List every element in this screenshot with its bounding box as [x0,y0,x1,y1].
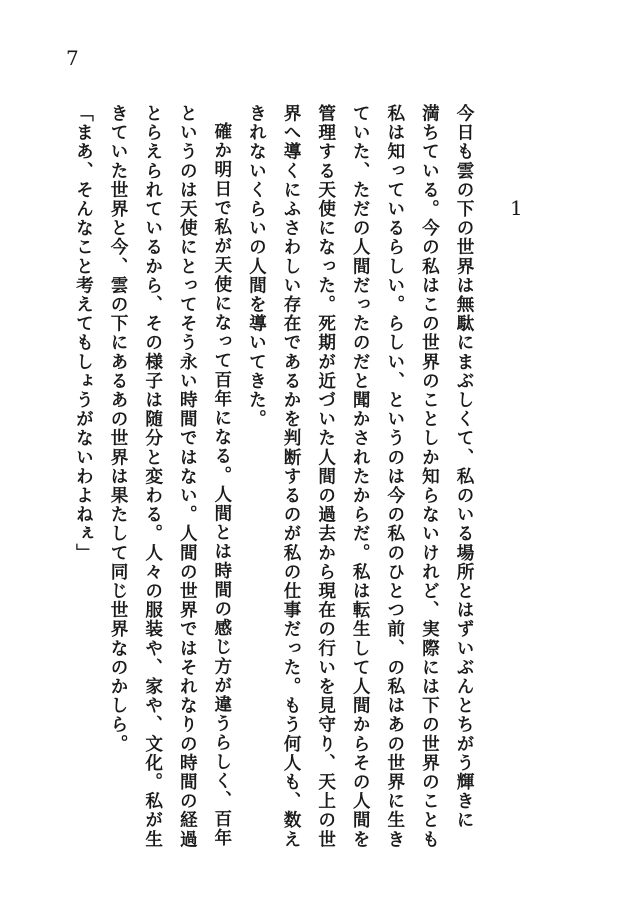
text-line-8: 確か明日で私が天使になって百年になる。人間とは時間の感じ方が違うらしく、百年 [211,121,233,848]
text-line-7: きれないくらいの人間を導いてきた。 [246,104,268,429]
text-line-6: 界へ導くにふさわしい存在であるかを判断するのが私の仕事だった。もう何人も、数え [281,104,303,849]
text-line-1: 今日も雲の下の世界は無駄にまぶしくて、私のいる場所とはずいぶんとちがう輝きに [454,104,475,830]
text-line-4: ていた、ただの人間だったのだと聞かされたからだ。私は転生して人間からその人間を [350,104,372,849]
text-line-9: というのは天使にとってそう永い時間ではない。人間の世界ではそれなりの時間の経過 [177,104,199,849]
text-line-2: 満ちている。今の私はこの世界のことしか知らないけれど、実際には下の世界のことも [419,104,441,849]
text-line-5: 管理する天使になった。死期が近づいた人間の過去から現在の行いを見守り、天上の世 [315,104,337,849]
page-number: 7 [66,46,79,70]
text-line-12-dialogue: 「まあ、そんなこと考えてもしょうがないわよねぇ」 [73,104,95,563]
vertical-body-text [66,104,481,864]
text-line-10: とらえられているから、その様子は随分と変わる。人々の服装や、家や、文化。私が生 [142,104,164,849]
text-line-11: きていた世界と今、雲の下にあるあの世界は果たして同じ世界なのかしら。 [108,104,130,754]
text-line-3: 私は知っているらしい。らしい、というのは今の私のひとつ前、の私はあの世界に生き [384,104,406,849]
chapter-number: 1 [510,196,523,220]
